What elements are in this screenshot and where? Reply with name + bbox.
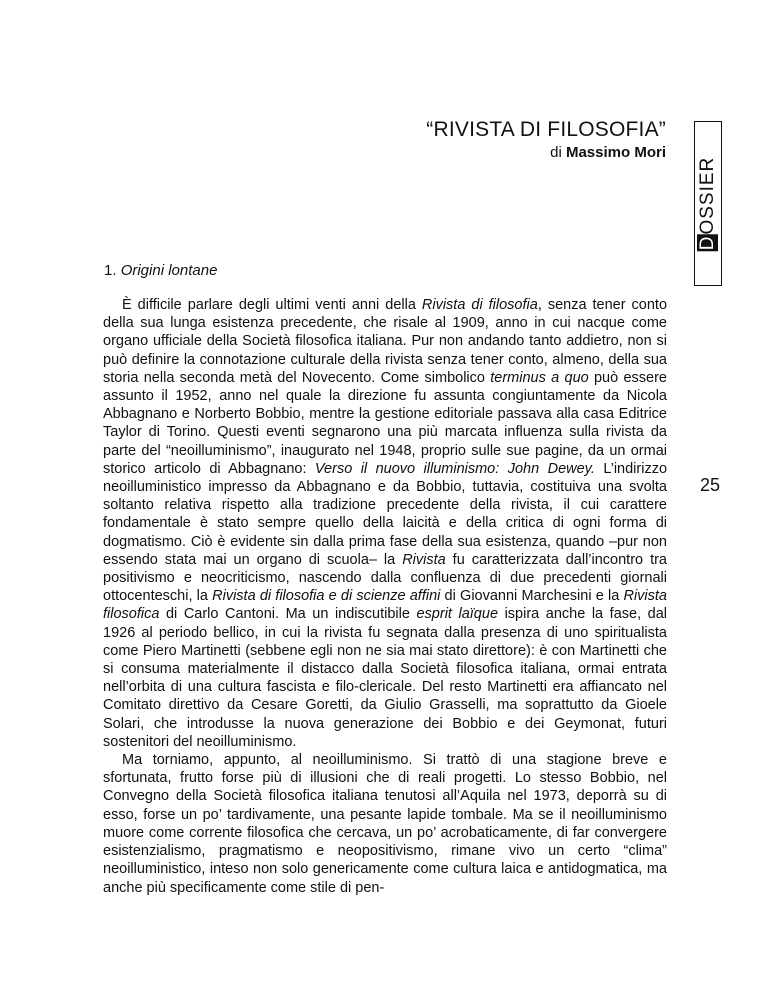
text-segment: di Giovanni Marchesini e la: [440, 588, 624, 605]
paragraph: [103, 296, 667, 751]
text-segment: Ma torniamo, appunto, al neoilluminismo. Si trattò di una stagione breve e sfortunata, frutto forse più di illusioni che di reali progetti. Lo stesso Bobbio, nel Convegno della Società filosofica italiana tenutosi all’Aquila nel 1973, deporrà su di esso, forse un po’ tardivamente, una pesante lapide tombale. Ma se il neoilluminismo muore come corrente filosofica che cercava, un po’ acrobaticamente, di far convergere esistenzialismo, pragmatismo e neopositivismo, rimane vivo un certo “clima” neoilluministico, inteso non solo genericamente come cultura laica e antidogmatica, ma anche più specificamente come stile di pen-: [103, 752, 667, 896]
text-segment: ispira anche la fase, dal 1926 al periodo bellico, in cui la rivista fu segnata dalla presenza di uno spiritualista come Piero Martinetti (sebbene egli non ne sia mai stato direttore): è con Martinetti che si consuma materialmente il distacco dalla Società filosofica italiana, ormai entrata nell’orbita di una cultura fascista e filo-clericale. Del resto Martinetti era affiancato nel Comitato direttivo da Cesare Goretti, da Giulio Grasselli, ma soprattutto da Gioele Solari, che introdusse la nuova generazione dei Bobbio e dei Geymonat, futuri sostenitori del neoilluminismo.: [103, 606, 668, 750]
italic-text: esprit laïque: [416, 606, 499, 623]
italic-text: Rivista di filosofia: [421, 297, 538, 313]
page-number: 25: [700, 475, 721, 495]
text-segment: È difficile parlare degli ultimi venti anni della: [122, 297, 422, 313]
byline-prefix: di: [550, 144, 562, 161]
italic-text: Verso il nuovo illuminismo: John Dewey.: [314, 460, 595, 477]
text-segment: L’indirizzo neoilluministico impresso da Abbagnano e da Bobbio, tuttavia, costituiva una svolta soltanto relativa rispetto alla tradizione precedente della rivista, il cui carattere fondamentale è stato sempre quello della laicità e della critica di ogni forma di dogmatismo. Ciò è evidente sin dalla prima fase della sua esistenza, quando –pur non essendo stata mai un organo di scuola– la: [103, 460, 668, 568]
dossier-label-rest: OSSIER: [697, 156, 718, 235]
italic-text: Rivista: [402, 551, 446, 568]
section-number: 1.: [104, 262, 117, 279]
text-segment: può essere assunto il 1952, anno nel quale la direzione fu assunta congiuntamente da Nicola Abbagnano e Norberto Bobbio, mentre la gestione editoriale passava alla casa Editrice Taylor di Torino. Questi eventi segnarono una più marcata influenza sulla rivista da parte del “neoilluminismo”, inaugurato nel 1948, proprio sulle sue pagine, da un ormai storico articolo di Abbagnano:: [103, 369, 667, 477]
text-segment: , senza tener conto della sua lunga esistenza precedente, che risale al 1909, anno in cui nacque come organo ufficiale della Società filosofica italiana. Pur non andando tanto addietro, non si può definire la connotazione culturale della rivista senza tener conto, almeno, della sua storia nella seconda metà del Novecento. Come simbolico: [103, 297, 668, 386]
text-segment: fu caratterizzata dall’incontro tra positivismo e neocriticismo, nascendo dalla confluenza di due precedenti giornali ottocenteschi, la: [103, 551, 667, 605]
article-body: [103, 296, 667, 897]
section-heading: [104, 262, 217, 280]
paragraph: [103, 751, 667, 897]
text-segment: di Carlo Cantoni. Ma un indiscutibile: [159, 606, 417, 623]
dossier-label-first-letter: D: [697, 235, 718, 250]
article-title: “RIVISTA DI FILOSOFIA”: [426, 118, 666, 141]
italic-text: Rivista di filosofia e di scienze affini: [212, 588, 441, 605]
italic-text: Rivista filosofica: [103, 588, 667, 623]
byline: [300, 144, 666, 162]
dossier-label: [697, 156, 719, 251]
section-title: Origini lontane: [120, 262, 218, 279]
italic-text: terminus a quo: [490, 369, 589, 386]
dossier-tab: [694, 121, 722, 286]
author-name: Massimo Mori: [565, 144, 666, 161]
